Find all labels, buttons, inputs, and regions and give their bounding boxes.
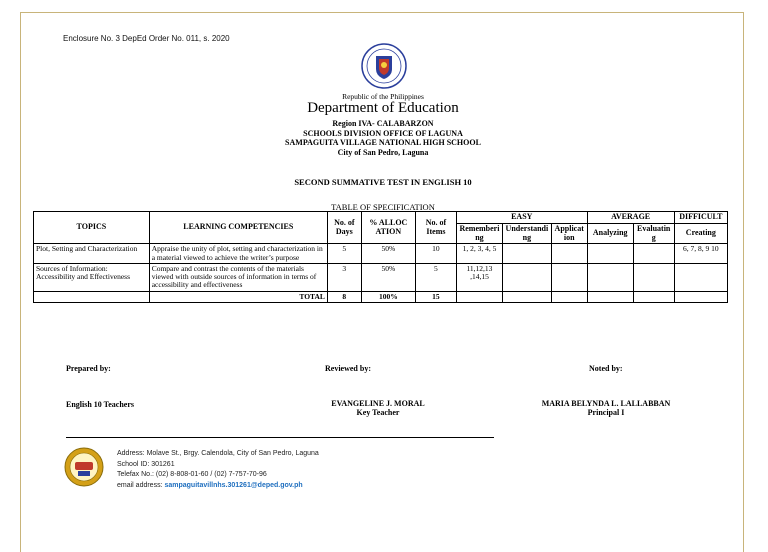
department-title: Department of Education <box>307 100 459 116</box>
footer-address-block <box>117 449 319 491</box>
items-cell: 10 <box>415 244 456 264</box>
total-empty-cell <box>674 291 727 302</box>
total-empty-cell <box>502 291 551 302</box>
noted-by-block <box>511 399 701 417</box>
days-cell: 3 <box>327 263 361 291</box>
total-items: 15 <box>415 291 456 302</box>
average-header: AVERAGE <box>587 212 674 224</box>
competency-cell: Appraise the unity of plot, setting and characterization in a material viewed to achieve the writer’s purpose <box>149 244 327 264</box>
table-header-row <box>34 212 728 224</box>
email-label: email address: <box>117 481 165 489</box>
allocation-cell: 50% <box>361 263 415 291</box>
allocation-cell: 50% <box>361 244 415 264</box>
remembering-cell: 11,12,13 ,14,15 <box>456 263 502 291</box>
application-cell <box>551 263 587 291</box>
city-line: City of San Pedro, Laguna <box>337 148 429 157</box>
prepared-by-label: Prepared by: <box>66 364 111 373</box>
evaluating-header: Evaluatin g <box>633 223 674 244</box>
telefax-line: Telefax No.: (02) 8-808-01-60 / (02) 7-757-70-96 <box>117 471 267 478</box>
total-label: TOTAL <box>149 291 327 302</box>
understanding-header: Understandi ng <box>502 223 551 244</box>
analyzing-cell <box>587 244 633 264</box>
noted-by-title: Principal I <box>587 408 625 417</box>
total-empty-cell <box>551 291 587 302</box>
total-empty-cell <box>587 291 633 302</box>
noted-by-name: MARIA BELYNDA L. LALLABBAN <box>541 399 671 408</box>
evaluating-cell <box>633 263 674 291</box>
total-days: 8 <box>327 291 361 302</box>
division-line: SCHOOLS DIVISION OFFICE OF LAGUNA <box>303 129 463 138</box>
topic-cell: Plot, Setting and Characterization <box>34 244 150 264</box>
total-row <box>34 291 728 302</box>
items-header: No. of Items <box>415 212 456 244</box>
region-line: Region IVA- CALABARZON <box>332 119 434 128</box>
reviewed-by-label: Reviewed by: <box>325 364 371 373</box>
republic-line: Republic of the Philippines <box>342 92 424 101</box>
footer-divider <box>66 437 494 438</box>
items-cell: 5 <box>415 263 456 291</box>
total-empty-cell <box>34 291 150 302</box>
email-line <box>117 481 319 492</box>
evaluating-cell <box>633 244 674 264</box>
address-line: Address: Molave St., Brgy. Calendola, City of San Pedro, Laguna <box>117 450 319 457</box>
total-allocation: 100% <box>361 291 415 302</box>
allocation-header: % ALLOC ATION <box>361 212 415 244</box>
days-header: No. of Days <box>327 212 361 244</box>
reviewed-by-title: Key Teacher <box>356 408 400 417</box>
remembering-header: Rememberi ng <box>456 223 502 244</box>
school-logo-icon <box>64 447 104 487</box>
school-id-line: School ID: 301261 <box>117 460 175 468</box>
analyzing-cell <box>587 263 633 291</box>
topic-cell: Sources of Information: Accessibility and Effectiveness <box>34 263 150 291</box>
difficult-header: DIFFICULT <box>674 212 727 224</box>
specification-table <box>33 211 728 303</box>
document-page <box>20 12 744 552</box>
test-title: SECOND SUMMATIVE TEST IN ENGLISH 10 <box>294 177 472 187</box>
remembering-cell: 1, 2, 3, 4, 5 <box>456 244 502 264</box>
competencies-header: LEARNING COMPETENCIES <box>149 212 327 244</box>
understanding-cell <box>502 263 551 291</box>
reviewed-by-name: EVANGELINE J. MORAL <box>331 399 425 408</box>
analyzing-header: Analyzing <box>587 223 633 244</box>
school-line: SAMPAGUITA VILLAGE NATIONAL HIGH SCHOOL <box>285 138 481 147</box>
understanding-cell <box>502 244 551 264</box>
days-cell: 5 <box>327 244 361 264</box>
creating-cell: 6, 7, 8, 9 10 <box>674 244 727 264</box>
deped-seal-icon <box>361 43 407 89</box>
creating-cell <box>674 263 727 291</box>
total-empty-cell <box>633 291 674 302</box>
topics-header: TOPICS <box>34 212 150 244</box>
email-link[interactable]: sampaguitavillnhs.301261@deped.gov.ph <box>164 481 303 489</box>
total-empty-cell <box>456 291 502 302</box>
prepared-by-name: English 10 Teachers <box>66 400 135 409</box>
application-cell <box>551 244 587 264</box>
enclosure-note: Enclosure No. 3 DepEd Order No. 011, s. 2020 <box>63 34 230 43</box>
noted-by-label: Noted by: <box>589 364 623 373</box>
easy-header: EASY <box>456 212 587 224</box>
competency-cell: Compare and contrast the contents of the materials viewed with outside sources of information in terms of accessibility and effectiveness <box>149 263 327 291</box>
creating-header: Creating <box>674 223 727 244</box>
application-header: Applicat ion <box>551 223 587 244</box>
reviewed-by-block <box>303 399 453 417</box>
table-row <box>34 263 728 291</box>
tos-label: TABLE OF SPECIFICATION <box>331 202 435 212</box>
table-row <box>34 244 728 264</box>
